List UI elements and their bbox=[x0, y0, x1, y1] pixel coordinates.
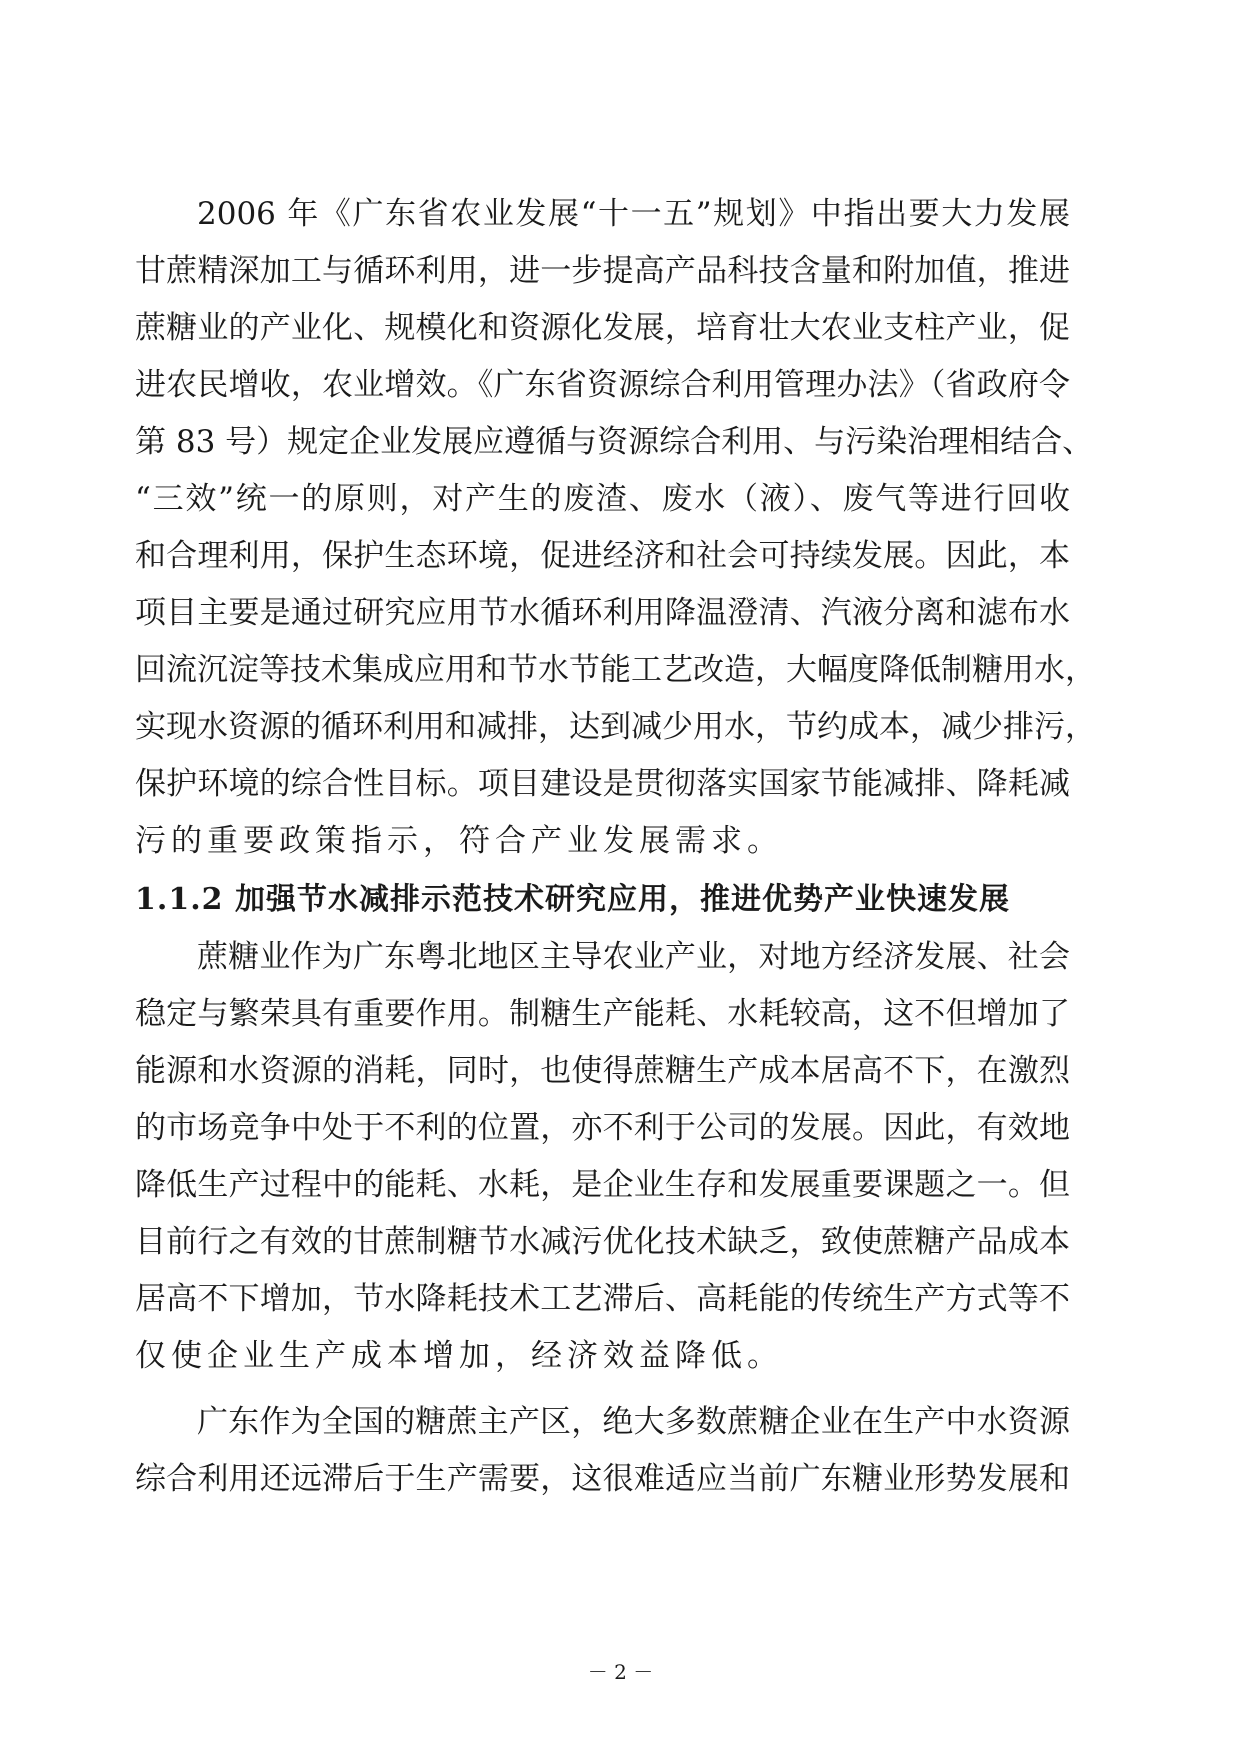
paragraph-1-line-1: 2006 年《广东省农业发展“十一五”规划》中指出要大力发展 bbox=[197, 196, 1070, 232]
paragraph-1-line-12: 污的重要政策指示，符合产业发展需求。 bbox=[135, 823, 783, 859]
paragraph-2-line-4: 的市场竞争中处于不利的位置，亦不利于公司的发展。因此，有效地 bbox=[135, 1110, 1070, 1146]
paragraph-1-line-4: 进农民增收，农业增效。《广东省资源综合利用管理办法》（省政府令 bbox=[135, 367, 1070, 403]
paragraph-1-line-2: 甘蔗精深加工与循环利用，进一步提高产品科技含量和附加值，推进 bbox=[135, 253, 1070, 289]
paragraph-2-line-7: 居高不下增加，节水降耗技术工艺滞后、高耗能的传统生产方式等不 bbox=[135, 1281, 1070, 1317]
paragraph-2-line-6: 目前行之有效的甘蔗制糖节水减污优化技术缺乏，致使蔗糖产品成本 bbox=[135, 1224, 1070, 1260]
paragraph-2-line-5: 降低生产过程中的能耗、水耗，是企业生存和发展重要课题之一。但 bbox=[135, 1167, 1070, 1203]
paragraph-3-line-2: 综合利用还远滞后于生产需要，这很难适应当前广东糖业形势发展和 bbox=[135, 1461, 1070, 1497]
paragraph-1-line-6: “三效”统一的原则，对产生的废渣、废水（液）、废气等进行回收 bbox=[135, 481, 1070, 517]
paragraph-2-line-3: 能源和水资源的消耗，同时，也使得蔗糖生产成本居高不下，在激烈 bbox=[135, 1053, 1070, 1089]
paragraph-1-line-10: 实现水资源的循环利用和减排，达到减少用水，节约成本，减少排污， bbox=[135, 709, 1096, 745]
paragraph-2-line-1: 蔗糖业作为广东粤北地区主导农业产业，对地方经济发展、社会 bbox=[197, 939, 1070, 975]
paragraph-1-line-3: 蔗糖业的产业化、规模化和资源化发展，培育壮大农业支柱产业，促 bbox=[135, 310, 1070, 346]
paragraph-2-line-8: 仅使企业生产成本增加，经济效益降低。 bbox=[135, 1338, 783, 1374]
paragraph-1-line-8: 项目主要是通过研究应用节水循环利用降温澄清、汽液分离和滤布水 bbox=[135, 595, 1070, 631]
page-number: － 2 － bbox=[587, 1660, 654, 1684]
paragraph-3-line-1: 广东作为全国的糖蔗主产区，绝大多数蔗糖企业在生产中水资源 bbox=[197, 1404, 1070, 1440]
paragraph-1-line-11: 保护环境的综合性目标。项目建设是贯彻落实国家节能减排、降耗减 bbox=[135, 766, 1070, 802]
paragraph-1-line-5: 第 83 号）规定企业发展应遵循与资源综合利用、与污染治理相结合、 bbox=[135, 424, 1094, 460]
paragraph-2-line-2: 稳定与繁荣具有重要作用。制糖生产能耗、水耗较高，这不但增加了 bbox=[135, 996, 1070, 1032]
paragraph-1-line-9: 回流沉淀等技术集成应用和节水节能工艺改造，大幅度降低制糖用水， bbox=[135, 652, 1096, 688]
paragraph-1-line-7: 和合理利用，保护生态环境，促进经济和社会可持续发展。因此，本 bbox=[135, 538, 1070, 574]
section-heading: 1.1.2 加强节水减排示范技术研究应用，推进优势产业快速发展 bbox=[135, 882, 1010, 917]
